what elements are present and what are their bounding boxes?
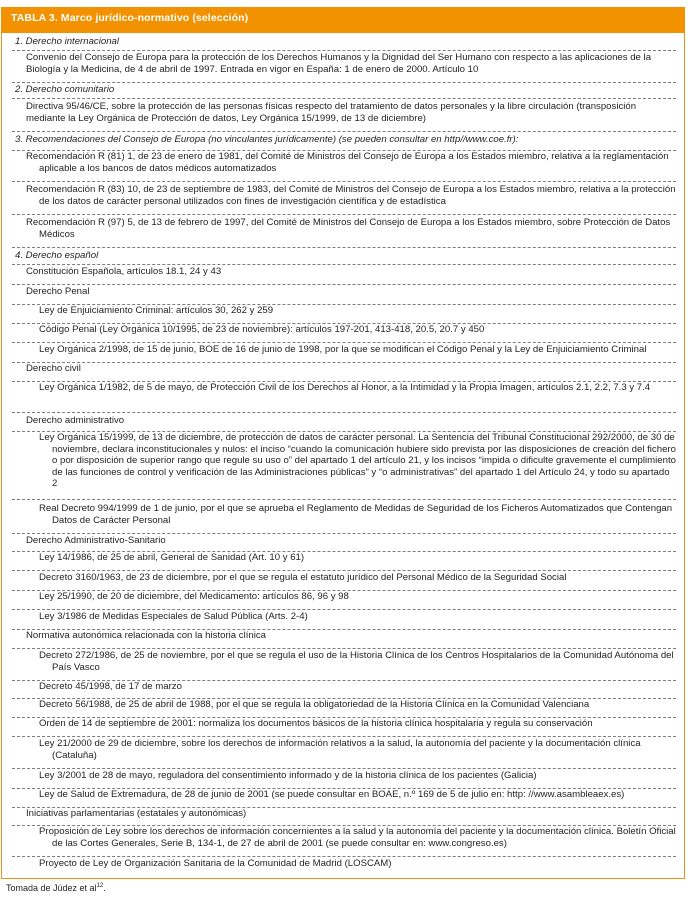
subsection-heading: Derecho civil <box>12 363 676 382</box>
table-row: Ley 25/1990, de 20 de diciembre, del Medicamento: artículos 86, 96 y 98 <box>12 591 676 610</box>
table-row: Ley Orgánica 1/1982, de 5 de mayo, de Protección Civil de los Derechos al Honor, a la Intimidad y la Propia Imagen, artículos 2.1, 2.2, 7.3 y 7.4 <box>12 382 676 413</box>
table-header <box>1 7 685 33</box>
table-row: Orden de 14 de septiembre de 2001: normaliza los documentos básicos de la historia clínica hospitalaria y regula su conservación <box>12 718 676 737</box>
section-heading-spanish-law: 4. Derecho español <box>12 250 676 265</box>
table-row: Ley de Enjuiciamiento Criminal: artículos 30, 262 y 259 <box>12 305 676 324</box>
table-row: Decreto 272/1986, de 25 de noviembre, por el que se regula el uso de la Historia Clínica de los Centros Hospitalarios de la Comunidad Autónoma del País Vasco <box>12 650 676 681</box>
table-row: Ley de Salud de Extremadura, de 28 de junio de 2001 (se puede consultar en BOAE, n.º 169 de 5 de julio en: http: //www.asambleaex.es) <box>12 789 676 808</box>
subsection-heading: Iniciativas parlamentarias (estatales y autonómicas) <box>12 808 676 826</box>
table-row: Recomendación R (97) 5, de 13 de febrero de 1997, del Comité de Ministros del Consejo de Europa a los Estados miembro, sobre Protección de Datos Médicos <box>12 217 676 248</box>
table-row: Ley 3/1986 de Medidas Especiales de Salud Pública (Arts. 2-4) <box>12 611 676 630</box>
subsection-heading: Normativa autonómica relacionada con la historia clínica <box>12 630 676 649</box>
table-row: Ley Orgánica 15/1999, de 13 de diciembre, de protección de datos de carácter personal. La Sentencia del Tribunal Constitucional 292/2000, de 30 de noviembre, declara inconstitucionales y nulos: el inciso “cuando la comunicación hubiere sido prevista por las disposiciones de creación del fichero o por disposición de superior rango que regule su uso o” del apartado 1 del artículo 21, y los incisos “impida o dificulte gravemente el cumplimiento de las funciones de control y verificación de las Administraciones públicas” y “o administrativas” del apartado 1 del Artículo 24, y todo su apartado 2 <box>12 432 676 500</box>
table-row: Directiva 95/46/CE, sobre la protección de las personas físicas respecto del tratamiento de datos personales y la libre circulación (transposición mediante la Ley Orgánica de Protección de datos, Ley Orgánica 15/1999, de 13 de diciembre) <box>12 101 676 132</box>
subsection-heading: Derecho Penal <box>12 286 676 305</box>
table-row: Recomendación R (83) 10, de 23 de septiembre de 1983, del Comité de Ministros del Consejo de Europa a los Estados miembro, relativa a la protección de los datos de carácter personal utilizados con fines de investigación científica y de estadística <box>12 184 676 215</box>
table-row: Decreto 3160/1963, de 23 de diciembre, por el que se regula el estatuto jurídico del Personal Médico de la Seguridad Social <box>12 572 676 591</box>
table-row: Ley Orgánica 2/1998, de 15 de junio, BOE de 16 de junio de 1998, por la que se modifican el Código Penal y la Ley de Enjuiciamiento Criminal <box>12 344 676 363</box>
table-row: Ley 21/2000 de 29 de diciembre, sobre los derechos de información relativos a la salud, la autonomía del paciente y la documentación clínica (Cataluña) <box>12 738 676 769</box>
subsection-heading: Derecho Administrativo-Sanitario <box>12 535 676 552</box>
section-heading-international: 1. Derecho internacional <box>12 36 676 51</box>
table-row: Recomendación R (81) 1, de 23 de enero de 1981, del Comité de Ministros del Consejo de Europa a los Estados miembro, relativa a la reglamentación aplicable a los bancos de datos médicos automatizados <box>12 151 676 182</box>
table-row: Decreto 56/1988, de 25 de abril de 1988, por el que se regula la obligatoriedad de la Historia Clínica en la Comunidad Valenciana <box>12 699 676 718</box>
table-row: Decreto 45/1998, de 17 de marzo <box>12 681 676 699</box>
section-heading-recommendations: 3. Recomendaciones del Consejo de Europa (no vinculantes jurídicamente) (se pueden consultar en http//www.coe.fr): <box>12 134 676 151</box>
table-title: TABLA 3. Marco jurídico-normativo (selección) <box>11 12 249 24</box>
section-heading-community: 2. Derecho comunitario <box>12 84 676 99</box>
table-source-note: Tomada de Júdez et $al^{12}$. <box>6 883 106 893</box>
table-row: Ley 3/2001 de 28 de mayo, reguladora del consentimiento informado y de la historia clínica de los pacientes (Galicia) <box>12 770 676 789</box>
table-row: Constitución Española, artículos 18.1, 24 y 43 <box>12 266 676 285</box>
table-row: Convenio del Consejo de Europa para la protección de los Derechos Humanos y la Dignidad del Ser Humano con respecto a las aplicaciones de la Biología y la Medicina, de 4 de abril de 1997. Entrada en vigor en España: 1 de enero de 2000. Artículo 10 <box>12 52 676 83</box>
footnote-reference: 12 <box>96 883 104 889</box>
table-row: Real Decreto 994/1999 de 1 de junio, por el que se aprueba el Reglamento de Medidas de Seguridad de los Ficheros Automatizados que Contengan Datos de Carácter Personal <box>12 503 676 534</box>
table-row: Proyecto de Ley de Organización Sanitaria de la Comunidad de Madrid (LOSCAM) <box>39 858 392 869</box>
subsection-heading: Derecho administrativo <box>12 415 676 432</box>
table-row: Código Penal (Ley Orgánica 10/1995, de 23 de noviembre): artículos 197-201, 413-418, 20.5, 20.7 y 450 <box>12 324 676 343</box>
table-row: Proposición de Ley sobre los derechos de información concernientes a la salud y la autonomía del paciente y la documentación clínica. Boletín Oficial de las Cortes Generales, Serie B, 134-1, de 27 de abril de 2001 (se puede consultar en: www.congreso.es) <box>12 826 676 857</box>
table-row: Ley 14/1986, de 25 de abril, General de Sanidad (Art. 10 y 61) <box>12 552 676 571</box>
